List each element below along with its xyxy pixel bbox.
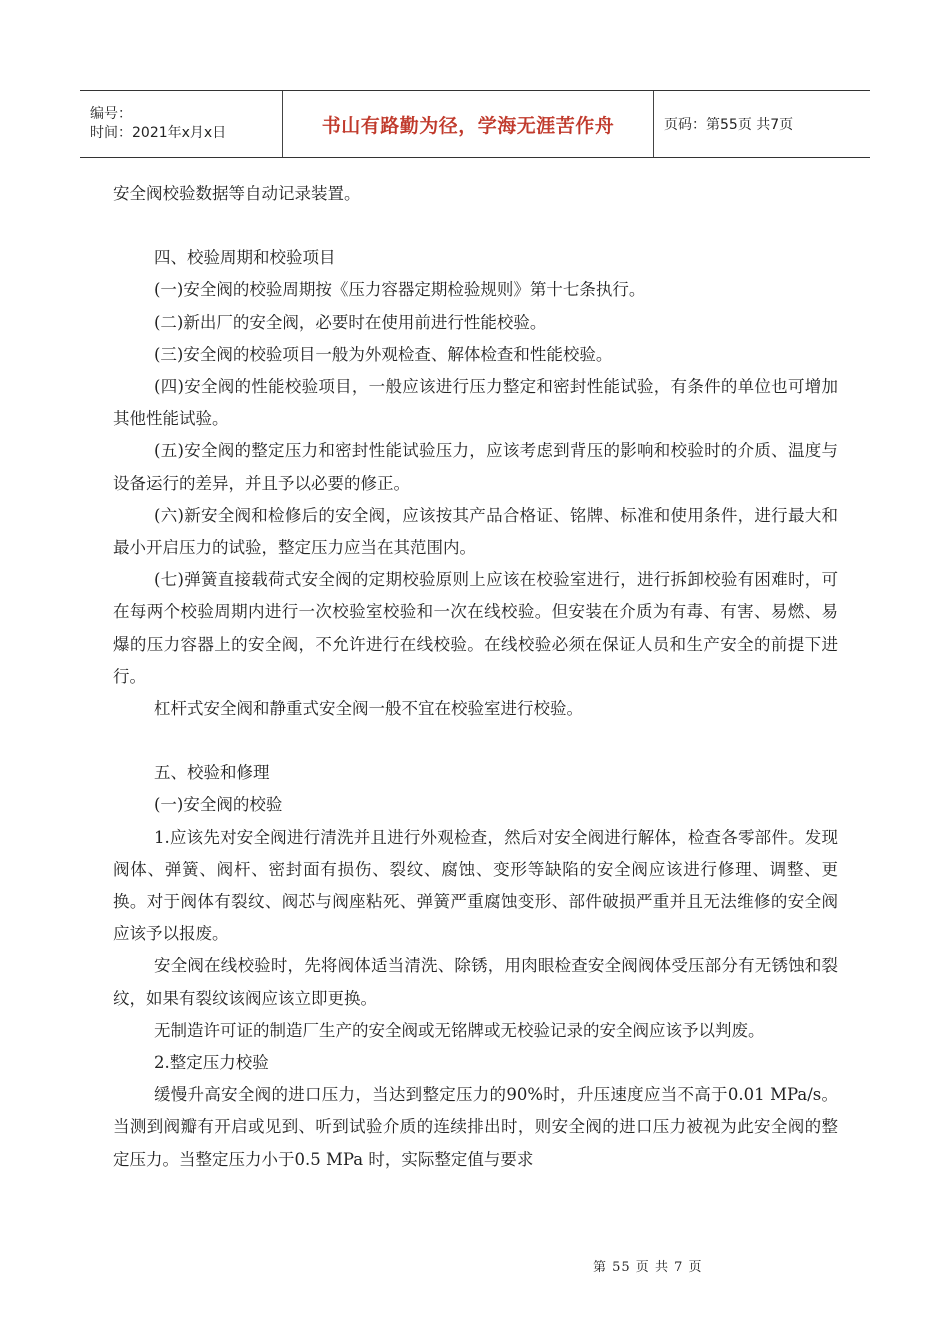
header-motto: 书山有路勤为径，学海无涯苦作舟 [321,114,615,137]
paragraph: (一)安全阀的校验周期按《压力容器定期检验规则》第十七条执行。 [154,280,646,300]
header-page-label: 页码：第55页 共7页 [664,117,794,133]
document-time-label: 时间：2021年x月x日 [90,125,227,141]
paragraph: 缓慢升高安全阀的进口压力，当达到整定压力的90%时，升压速度应当不高于0.01 MPa/s。当测到阀瓣有开启或见到、听到试验介质的连续排出时，则安全阀的进口压力被视为此安全阀的整定压力。当整定压力小于0.5 MPa 时，实际整定值与要求 [113,1085,838,1169]
paragraph: (六)新安全阀和检修后的安全阀，应该按其产品合格证、铭牌、标准和使用条件，进行最大和最小开启压力的试验，整定压力应当在其范围内。 [113,505,838,558]
header-page-cell [654,91,870,157]
document-body [113,178,838,1176]
header-motto-cell [282,91,654,157]
paragraph: 安全阀在线校验时，先将阀体适当清洗、除锈，用肉眼检查安全阀阀体受压部分有无锈蚀和裂纹，如果有裂纹该阀应该立即更换。 [113,956,838,1008]
page-header [80,90,870,158]
paragraph: 安全阀校验数据等自动记录装置。 [113,184,361,203]
paragraph: (二)新出厂的安全阀，必要时在使用前进行性能校验。 [154,312,547,332]
page-footer: 第 55 页 共 7 页 [593,1260,703,1275]
paragraph: 无制造许可证的制造厂生产的安全阀或无铭牌或无校验记录的安全阀应该予以判废。 [154,1020,765,1040]
section-heading: 五、校验和修理 [154,763,270,783]
paragraph: 杠杆式安全阀和静重式安全阀一般不宜在校验室进行校验。 [154,699,583,719]
paragraph: 1.应该先对安全阀进行清洗并且进行外观检查，然后对安全阀进行解体，检查各零部件。发现阀体、弹簧、阀杆、密封面有损伤、裂纹、腐蚀、变形等缺陷的安全阀应该进行修理、调整、更换。对于阀体有裂纹、阀芯与阀座粘死、弹簧严重腐蚀变形、部件破损严重并且无法维修的安全阀应该予以报废。 [113,827,838,944]
section-heading: 四、校验周期和校验项目 [154,248,336,268]
paragraph: (七)弹簧直接载荷式安全阀的定期校验原则上应该在校验室进行，进行拆卸校验有困难时，可在每两个校验周期内进行一次校验室校验和一次在线校验。但安装在介质为有毒、有害、易燃、易爆的压力容器上的安全阀，不允许进行在线校验。在线校验必须在保证人员和生产安全的前提下进行。 [113,570,838,686]
subsection-heading: 2.整定压力校验 [154,1053,269,1073]
paragraph: (四)安全阀的性能校验项目，一般应该进行压力整定和密封性能试验，有条件的单位也可增加其他性能试验。 [113,377,838,429]
header-meta [80,91,282,157]
document-number-label: 编号： [90,106,132,122]
paragraph: (三)安全阀的校验项目一般为外观检查、解体检查和性能校验。 [154,344,613,364]
paragraph: (五)安全阀的整定压力和密封性能试验压力，应该考虑到背压的影响和校验时的介质、温度与设备运行的差异，并且予以必要的修正。 [113,441,838,493]
subsection-heading: (一)安全阀的校验 [154,795,283,815]
